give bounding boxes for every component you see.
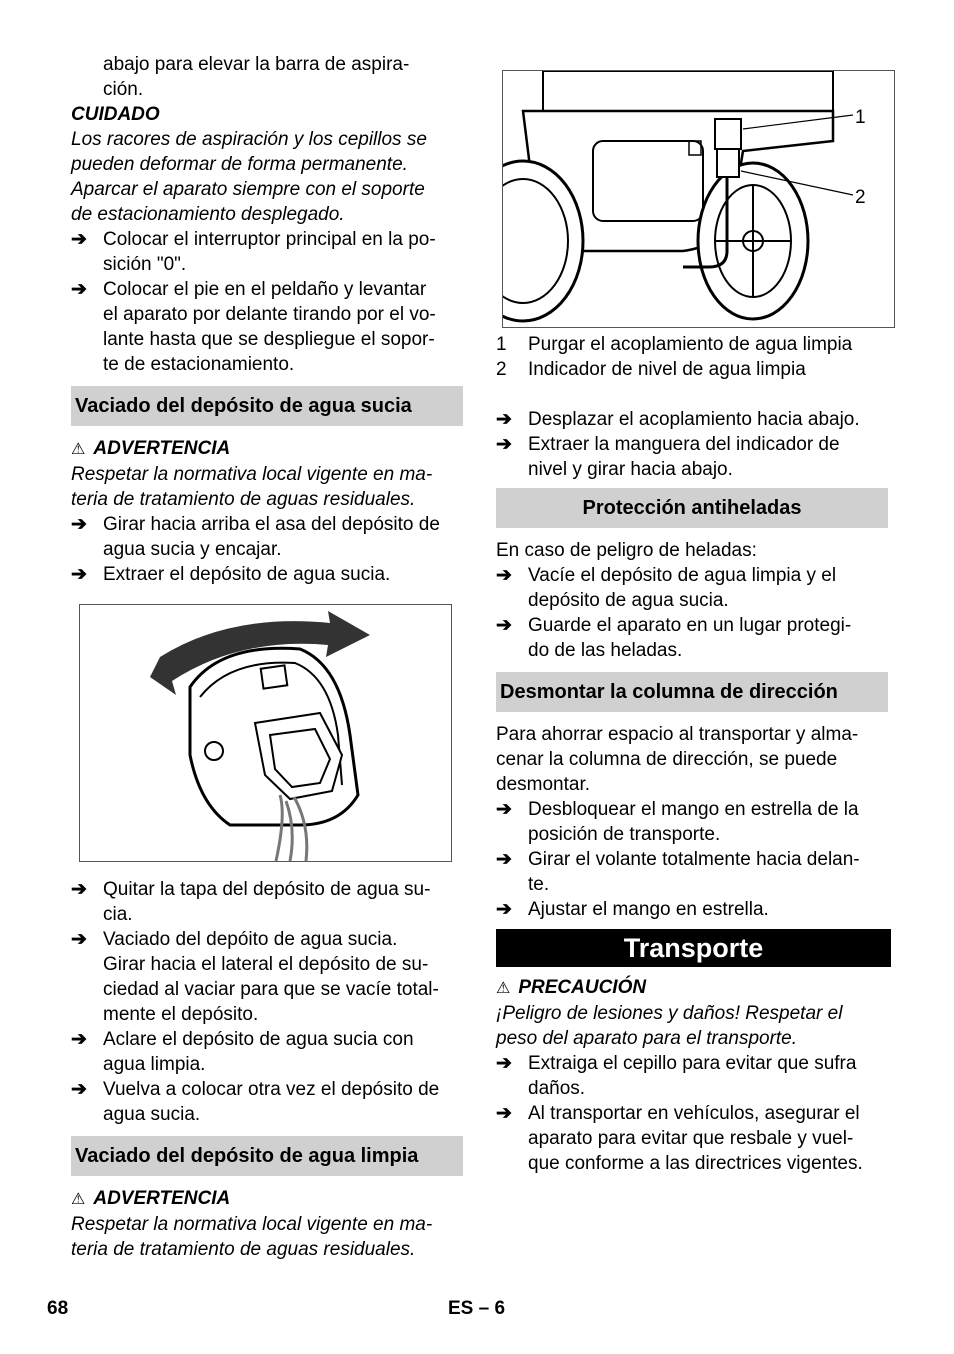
page-reference: ES – 6	[448, 1298, 506, 1319]
callout-2: 2	[855, 187, 866, 208]
caution-text: Los racores de aspiración y los cepillos se pueden deformar de forma permanente. Aparcar el aparato siempre con el soporte de estacionamiento desplegado.	[71, 129, 427, 225]
warning-text: Respetar la normativa local vigente en ma- teria de tratamiento de aguas residuales.	[71, 464, 433, 510]
arrow-right-icon: ➔	[71, 279, 87, 300]
arrow-right-icon: ➔	[496, 565, 512, 586]
arrow-right-icon: ➔	[71, 879, 87, 900]
caution-text: ¡Peligro de lesiones y daños! Respetar el peso del aparato para el transporte.	[496, 1003, 843, 1049]
arrow-right-icon: ➔	[496, 799, 512, 820]
list-item: ➔ Extraer la manguera del indicador de nivel y girar hacia abajo.	[496, 434, 840, 480]
section-heading-dirty-water: Vaciado del depósito de agua sucia	[71, 386, 463, 426]
list-item: ➔ Extraer el depósito de agua sucia.	[71, 564, 391, 585]
list-item: ➔ Al transportar en vehículos, asegurar el aparato para evitar que resbale y vuel- que conforme a las directrices vigentes.	[496, 1103, 863, 1174]
wheel-coupling-illustration	[502, 70, 895, 328]
arrow-right-icon: ➔	[496, 899, 512, 920]
page-number: 68	[47, 1298, 69, 1319]
warning-title: ⚠ ADVERTENCIA	[71, 1188, 231, 1209]
right-column	[496, 70, 888, 1176]
warning-triangle-icon: ⚠	[496, 980, 511, 997]
section-heading-steering-column: Desmontar la columna de dirección	[496, 672, 888, 712]
warning-text: Respetar la normativa local vigente en ma- teria de tratamiento de aguas residuales.	[71, 1214, 433, 1260]
list-item: ➔ Extraiga el cepillo para evitar que sufra daños.	[496, 1053, 857, 1099]
wheel-drawing	[503, 71, 894, 327]
tank-emptying-illustration	[79, 604, 452, 862]
arrow-right-icon: ➔	[496, 1103, 512, 1124]
list-item: ➔ Vaciado del depóito de agua sucia. Girar hacia el lateral el depósito de su- ciedad al vaciar para que se vacíe total- mente el depósito.	[71, 929, 439, 1025]
arrow-right-icon: ➔	[496, 849, 512, 870]
arrow-right-icon: ➔	[71, 514, 87, 535]
list-item: ➔ Desplazar el acoplamiento hacia abajo.	[496, 409, 860, 430]
left-column	[71, 52, 463, 1262]
arrow-right-icon: ➔	[71, 1029, 87, 1050]
caution-title: CUIDADO	[71, 104, 160, 125]
caution-title: ⚠ PRECAUCIÓN	[496, 977, 647, 998]
list-item: ➔ Colocar el pie en el peldaño y levantar el aparato por delante tirando por el vo- lante hasta que se despliegue el sopor- te de estacionamiento.	[71, 279, 436, 375]
callout-1: 1	[855, 107, 866, 128]
arrow-right-icon: ➔	[496, 1053, 512, 1074]
continued-text: abajo para elevar la barra de aspira- ción.	[103, 54, 410, 100]
section-heading-clean-water: Vaciado del depósito de agua limpia	[71, 1136, 463, 1176]
legend-item: 2 Indicador de nivel de agua limpia	[496, 359, 806, 380]
list-item: ➔ Guarde el aparato en un lugar protegi- do de las heladas.	[496, 615, 852, 661]
column-text: Para ahorrar espacio al transportar y alma- cenar la columna de dirección, se puede desmontar.	[496, 724, 859, 795]
tank-drawing	[80, 605, 451, 861]
list-item: ➔ Vuelva a colocar otra vez el depósito de agua sucia.	[71, 1079, 440, 1125]
legend-item: 1 Purgar el acoplamiento de agua limpia	[496, 334, 853, 355]
chapter-heading-transport: Transporte	[496, 929, 891, 967]
list-item: ➔ Quitar la tapa del depósito de agua su- cia.	[71, 879, 431, 925]
arrow-right-icon: ➔	[71, 564, 87, 585]
arrow-right-icon: ➔	[71, 229, 87, 250]
list-item: ➔ Vacíe el depósito de agua limpia y el depósito de agua sucia.	[496, 565, 837, 611]
list-item: ➔ Desbloquear el mango en estrella de la posición de transporte.	[496, 799, 859, 845]
list-item: ➔ Colocar el interruptor principal en la po- sición "0".	[71, 229, 436, 275]
warning-title: ⚠ ADVERTENCIA	[71, 438, 231, 459]
arrow-right-icon: ➔	[496, 615, 512, 636]
section-heading-frost: Protección antiheladas	[496, 488, 888, 528]
list-item: ➔ Aclare el depósito de agua sucia con agua limpia.	[71, 1029, 414, 1075]
arrow-right-icon: ➔	[496, 409, 512, 430]
frost-intro: En caso de peligro de heladas:	[496, 540, 757, 561]
arrow-right-icon: ➔	[71, 1079, 87, 1100]
warning-triangle-icon: ⚠	[71, 441, 86, 458]
list-item: ➔ Ajustar el mango en estrella.	[496, 899, 769, 920]
arrow-right-icon: ➔	[496, 434, 512, 455]
list-item: ➔ Girar el volante totalmente hacia delan- te.	[496, 849, 860, 895]
list-item: ➔ Girar hacia arriba el asa del depósito de agua sucia y encajar.	[71, 514, 440, 560]
warning-triangle-icon: ⚠	[71, 1191, 86, 1208]
arrow-right-icon: ➔	[71, 929, 87, 950]
